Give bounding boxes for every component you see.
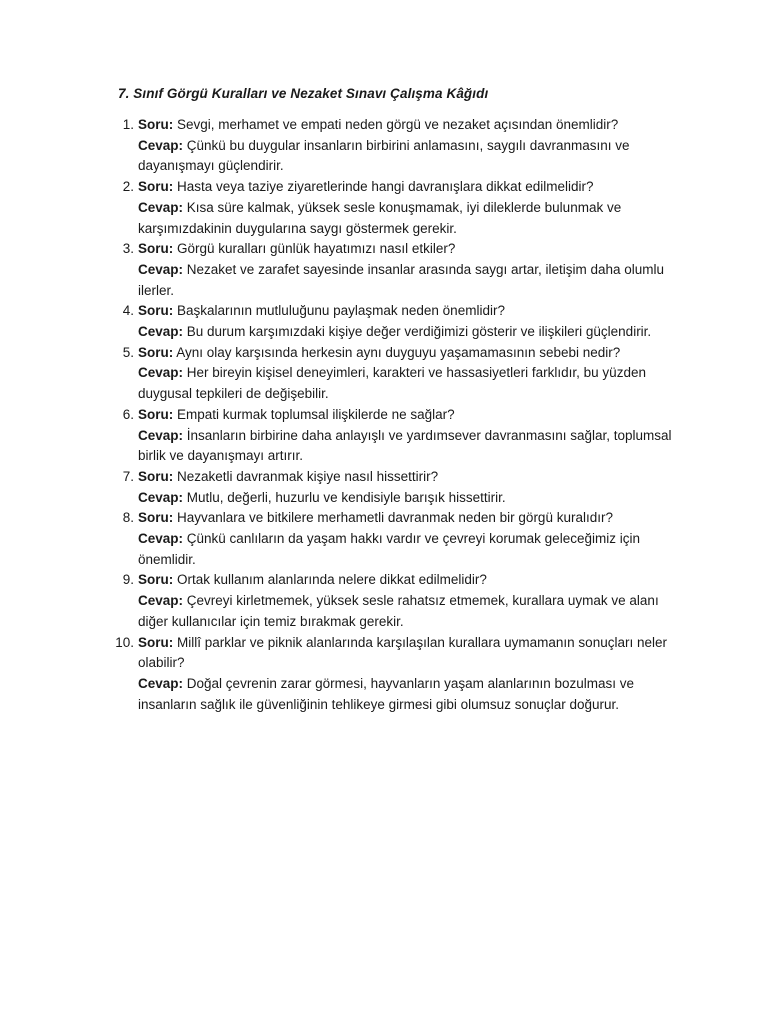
answer-line	[138, 363, 690, 404]
item-number: 3.	[122, 241, 134, 257]
question-text: Nezaketli davranmak kişiye nasıl hissettirir?	[177, 468, 439, 484]
question-label: Soru:	[138, 634, 174, 650]
answer-text: Doğal çevrenin zarar görmesi, hayvanların yaşam alanlarının bozulması ve insanların sağlık ile güvenliğinin tehlikeye girmesi gibi olumsuz sonuçlar doğurur.	[138, 675, 634, 712]
question-label: Soru:	[138, 303, 174, 319]
qa-item-4	[110, 301, 690, 342]
answer-line	[138, 488, 690, 509]
item-number: 4.	[122, 303, 134, 319]
answer-text: Kısa süre kalmak, yüksek sesle konuşmamak, iyi dileklerde bulunmak ve karşımızdakinin duygularına saygı göstermek gerekir.	[138, 199, 622, 236]
question-label: Soru:	[138, 572, 174, 588]
answer-line	[138, 426, 690, 467]
answer-line	[138, 529, 690, 570]
answer-text: Çevreyi kirletmemek, yüksek sesle rahatsız etmemek, kurallara uymak ve alanı diğer kullanıcılar için temiz bırakmak gerekir.	[138, 593, 659, 629]
document-title: 7. Sınıf Görgü Kuralları ve Nezaket Sınavı Çalışma Kâğıdı	[118, 86, 489, 101]
answer-text: Çünkü bu duygular insanların birbirini anlamasını, saygılı davranmasını ve dayanışmayı güçlendirir.	[138, 137, 630, 174]
question-text: Ortak kullanım alanlarında nelere dikkat edilmelidir?	[177, 572, 487, 588]
answer-line	[138, 322, 690, 343]
question-text: Sevgi, merhamet ve empati neden görgü ve nezaket açısından önemlidir?	[177, 117, 619, 132]
question-line	[138, 467, 690, 488]
question-label: Soru:	[138, 406, 174, 422]
answer-line	[138, 136, 690, 177]
question-label: Soru:	[138, 241, 174, 257]
answer-text: İnsanların birbirine daha anlayışlı ve yardımsever davranmasını sağlar, toplumsal birlik ve dayanışmayı artırır.	[138, 427, 672, 464]
question-line	[138, 570, 690, 591]
question-label: Soru:	[138, 179, 174, 195]
question-label: Soru:	[138, 510, 174, 526]
answer-line	[138, 260, 690, 301]
question-text: Hasta veya taziye ziyaretlerinde hangi davranışlara dikkat edilmelidir?	[177, 179, 594, 195]
answer-line	[138, 674, 690, 715]
qa-item-6	[110, 405, 690, 467]
answer-label: Cevap:	[138, 324, 184, 340]
answer-text: Her bireyin kişisel deneyimleri, karakteri ve hassasiyetleri farklıdır, bu yüzden duygusal tepkileri de değişebilir.	[138, 365, 646, 402]
question-answer-list	[110, 115, 690, 715]
answer-label: Cevap:	[138, 593, 184, 609]
answer-label: Cevap:	[138, 427, 184, 443]
question-text: Başkalarının mutluluğunu paylaşmak neden önemlidir?	[177, 303, 505, 319]
question-label: Soru:	[138, 344, 174, 360]
qa-item-7	[110, 467, 690, 508]
item-number: 7.	[122, 468, 134, 484]
question-line	[138, 405, 690, 426]
qa-item-3	[110, 239, 690, 301]
question-text: Görgü kuralları günlük hayatımızı nasıl etkiler?	[177, 241, 456, 257]
answer-label: Cevap:	[138, 489, 184, 505]
qa-item-8	[110, 508, 690, 570]
qa-item-2	[110, 177, 690, 239]
item-number: 9.	[122, 572, 134, 588]
question-line	[138, 343, 690, 364]
question-text: Millî parklar ve piknik alanlarında karşılaşılan kurallara uymamanın sonuçları neler olabilir?	[138, 634, 667, 671]
question-line	[138, 239, 690, 260]
item-number: 2.	[122, 179, 134, 195]
answer-text: Mutlu, değerli, huzurlu ve kendisiyle barışık hissettirir.	[186, 489, 506, 505]
qa-item-1	[110, 115, 690, 177]
item-number: 1.	[122, 117, 134, 132]
item-number: 10.	[115, 634, 134, 650]
question-line	[138, 633, 690, 674]
answer-line	[138, 198, 690, 239]
answer-label: Cevap:	[138, 261, 184, 277]
answer-text: Bu durum karşımızdaki kişiye değer verdiğimizi gösterir ve ilişkileri güçlendirir.	[186, 324, 652, 340]
answer-label: Cevap:	[138, 137, 184, 153]
answer-text: Nezaket ve zarafet sayesinde insanlar arasında saygı artar, iletişim daha olumlu ilerler.	[138, 261, 665, 298]
question-text: Hayvanlara ve bitkilere merhametli davranmak neden bir görgü kuralıdır?	[177, 510, 613, 526]
item-number: 6.	[122, 406, 134, 422]
question-line	[138, 115, 690, 136]
answer-label: Cevap:	[138, 675, 184, 691]
qa-item-5	[110, 343, 690, 405]
qa-item-9	[110, 570, 690, 632]
answer-label: Cevap:	[138, 365, 184, 381]
answer-line	[138, 591, 690, 632]
answer-text: Çünkü canlıların da yaşam hakkı vardır ve çevreyi korumak geleceğimiz için önemlidir.	[138, 531, 640, 567]
qa-item-10	[110, 633, 690, 716]
item-number: 5.	[122, 344, 134, 360]
question-line	[138, 508, 690, 529]
answer-label: Cevap:	[138, 199, 184, 215]
question-label: Soru:	[138, 117, 174, 132]
question-text: Aynı olay karşısında herkesin aynı duyguyu yaşamamasının sebebi nedir?	[176, 344, 621, 360]
question-label: Soru:	[138, 468, 174, 484]
question-text: Empati kurmak toplumsal ilişkilerde ne sağlar?	[177, 406, 455, 422]
question-line	[138, 301, 690, 322]
question-line	[138, 177, 690, 198]
item-number: 8.	[122, 510, 134, 526]
answer-label: Cevap:	[138, 531, 184, 547]
